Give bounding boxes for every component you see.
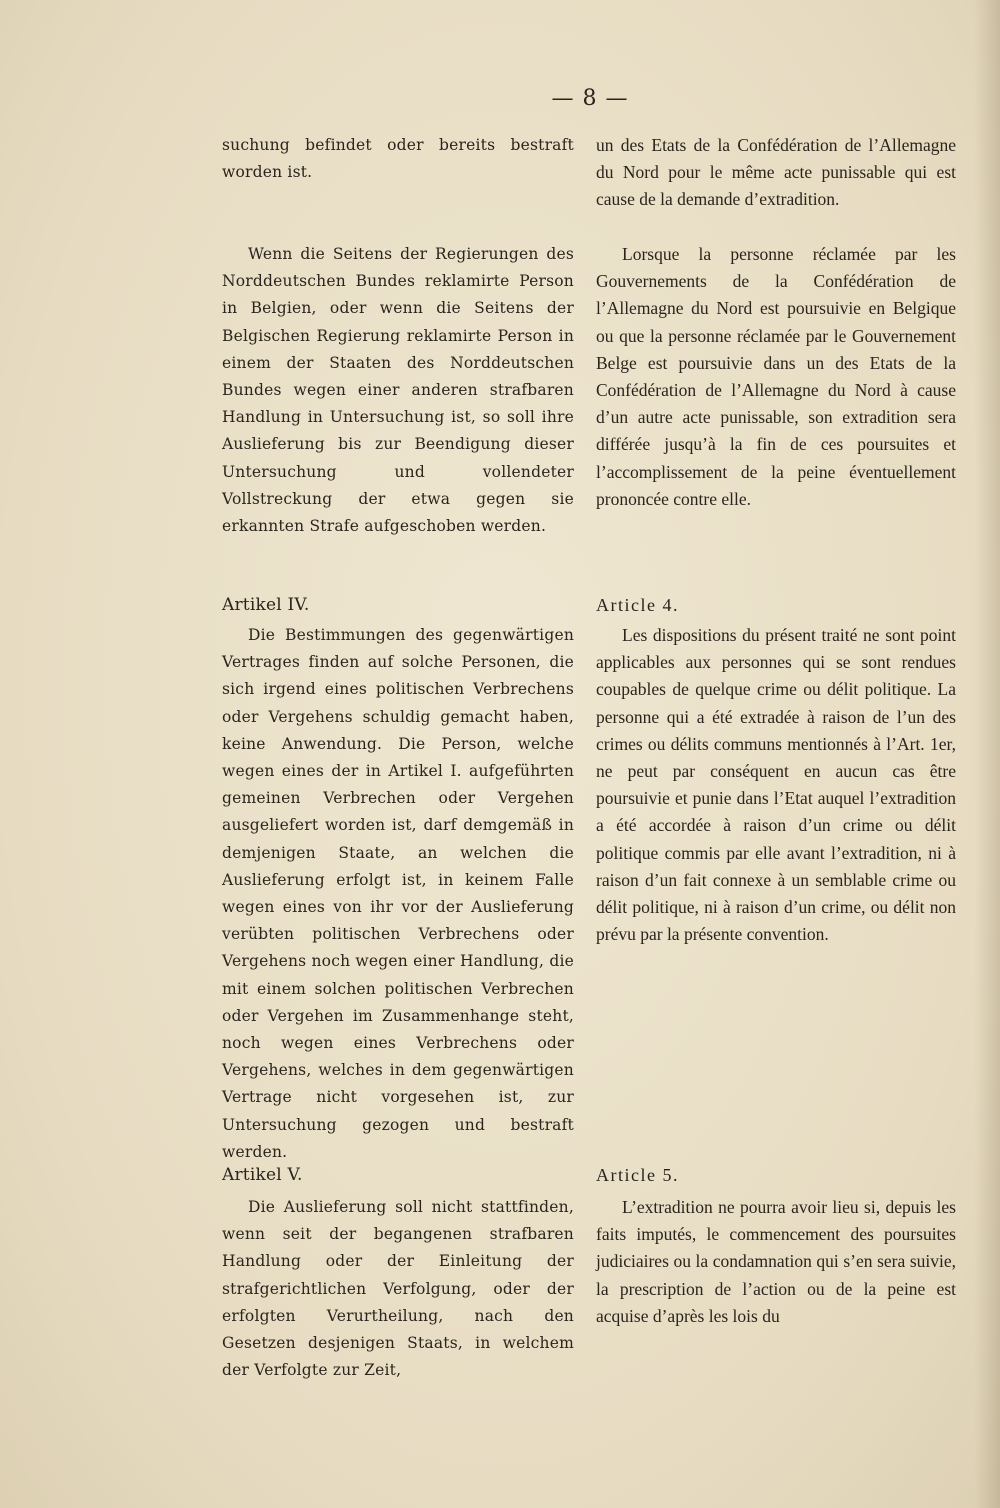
french-paragraph-article-5: L’extradition ne pourra avoir lieu si, depuis les faits imputés, le commencement des poursuites judiciaires ou la condamnation qui s’en sera suivie, la prescription de l’action ou de la peine est acquise d’après les lois du	[596, 1197, 956, 1326]
page-edge-shadow	[974, 0, 1000, 1508]
french-paragraph-article-4: Les dispositions du présent traité ne sont point applicables aux personnes qui se sont rendues coupables de quelque crime ou délit politique. La personne qui a été extradée à raison de l’un des crimes ou délits communs mentionnés à l’Art. 1er, ne peut par conséquent en aucun cas être poursuivie et punie dans l’Etat auquel l’extradition a été accordée à raison d’un crime ou délit politique commis par elle avant l’extradition, ni à raison d’un fait connexe à un semblable crime ou délit politique, ni à raison d’un crime, ou délit non prévu par la présente convention.	[596, 625, 956, 945]
german-heading-artikel-iv: Artikel IV.	[222, 595, 310, 615]
page-number: — 8 —	[551, 86, 629, 111]
french-paragraph-postponement: Lorsque la personne réclamée par les Gouvernements de la Confédération de l’Allemagne du Nord est poursuivie en Belgique ou que la personne réclamée par le Gouvernement Belge est poursuivie dans un des Etats de la Confédération de l’Allemagne du Nord à cause d’un autre acte punissable, son extradition sera différée jusqu’à la fin de ces poursuites et l’accomplissement de la peine éventuellement prononcée contre elle.	[596, 244, 956, 509]
german-paragraph-artikel-iv: Die Bestimmungen des gegenwärtigen Vertrages finden auf solche Personen, die sich irgend eines politischen Verbrechens oder Vergehens schuldig gemacht haben, keine Anwendung. Die Person, welche wegen eines der in Artikel I. aufgeführten gemeinen Verbrechen oder Vergehen ausgeliefert worden ist, darf demgemäß in demjenigen Staate, an welchen die Auslieferung erfolgt ist, in keinem Falle wegen eines von ihr vor der Auslieferung verübten politischen Verbrechens oder Vergehens noch wegen einer Handlung, die mit einem solchen politischen Verbrechen oder Vergehen im Zusammenhange steht, noch wegen eines Verbrechens oder Vergehens, welches in dem gegenwärtigen Vertrage nicht vorgesehen ist, zur Untersuchung gezogen und bestraft werden.	[222, 626, 574, 1161]
german-paragraph-postponement: Wenn die Seitens der Regierungen des Norddeutschen Bundes reklamirte Person in Belgien, oder wenn die Seitens der Belgischen Regierung reklamirte Person in einem der Staaten des Norddeutschen Bundes wegen einer anderen strafbaren Handlung in Untersuchung ist, so soll ihre Auslieferung bis zur Beendigung dieser Untersuchung und vollendeter Vollstreckung der etwa gegen sie erkannten Strafe aufgeschoben werden.	[222, 245, 574, 536]
german-paragraph-continuation: suchung befindet oder bereits bestraft worden ist.	[222, 136, 574, 182]
french-paragraph-continuation: un des Etats de la Confédération de l’Allemagne du Nord pour le même acte punissable qui est cause de la demande d’extradition.	[596, 135, 956, 210]
german-paragraph-artikel-v: Die Auslieferung soll nicht stattfinden, wenn seit der begangenen strafbaren Handlung oder der Einleitung der strafgerichtlichen Verfolgung, oder der erfolgten Verurtheilung, nach den Gesetzen desjenigen Staats, in welchem der Verfolgte zur Zeit,	[222, 1198, 574, 1380]
french-heading-article-5: Article 5.	[596, 1165, 679, 1185]
german-heading-artikel-v: Artikel V.	[222, 1165, 303, 1185]
french-heading-article-4: Article 4.	[596, 595, 679, 615]
